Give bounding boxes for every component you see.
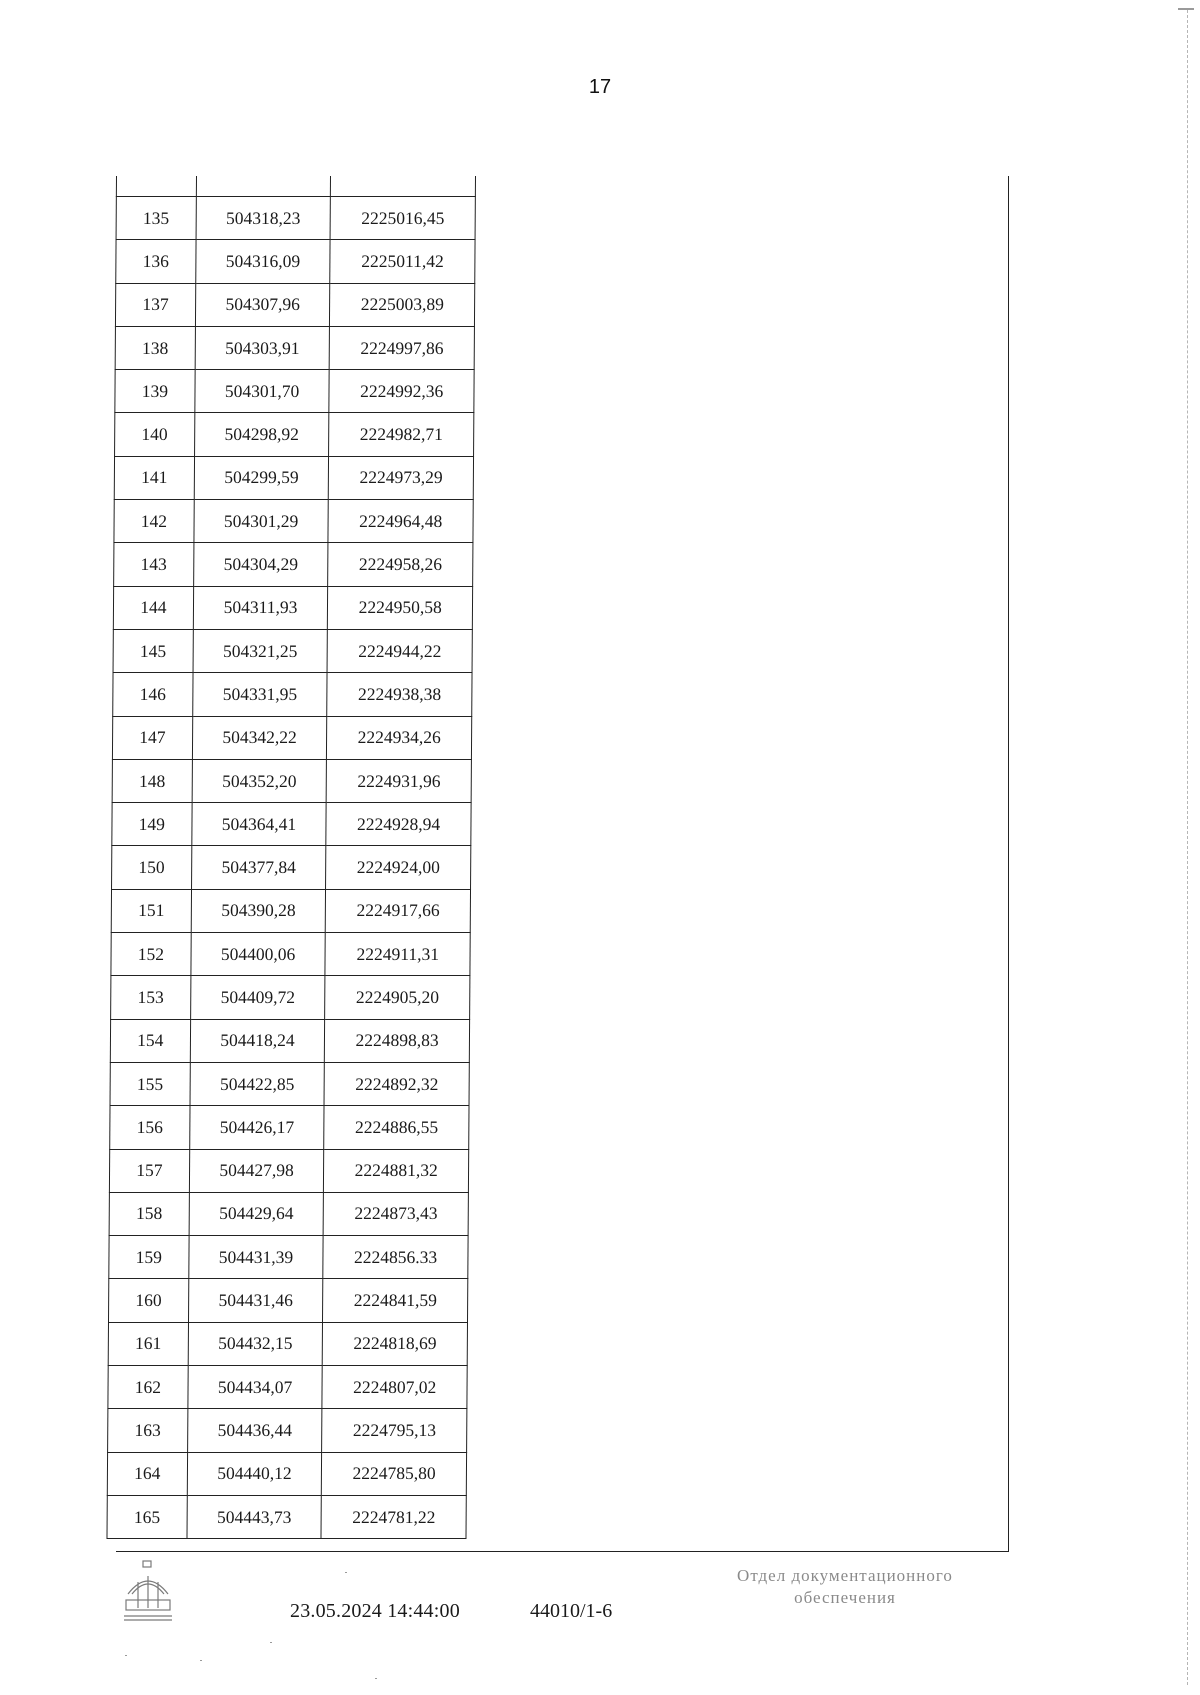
point-number-cell: 162 (108, 1366, 188, 1409)
table-continuation-row (116, 176, 475, 197)
point-number-cell: 163 (108, 1409, 188, 1452)
point-number-cell: 148 (112, 759, 192, 802)
scan-edge-line (1187, 10, 1188, 1685)
point-number-cell: 138 (115, 326, 195, 369)
y-coordinate-cell: 2224898,83 (325, 1019, 470, 1062)
table-row (112, 803, 471, 846)
table-row (111, 976, 470, 1019)
continuation-cell (331, 176, 476, 197)
x-coordinate-cell: 504432,15 (188, 1322, 323, 1365)
x-coordinate-cell: 504331,95 (192, 673, 327, 716)
table-row (109, 1236, 468, 1279)
table-row (108, 1279, 467, 1322)
table-row (112, 846, 471, 889)
table-row (114, 500, 473, 543)
y-coordinate-cell: 2224886,55 (324, 1106, 469, 1149)
x-coordinate-cell: 504298,92 (194, 413, 329, 456)
document-datetime: 23.05.2024 14:44:00 (290, 1600, 460, 1622)
point-number-cell: 141 (114, 456, 194, 499)
point-number-cell: 161 (108, 1322, 188, 1365)
x-coordinate-cell: 504409,72 (190, 976, 325, 1019)
point-number-cell: 153 (111, 976, 191, 1019)
point-number-cell: 157 (109, 1149, 189, 1192)
point-number-cell: 154 (110, 1019, 190, 1062)
y-coordinate-cell: 2224917,66 (326, 889, 471, 932)
table-row (109, 1192, 468, 1235)
point-number-cell: 135 (116, 197, 196, 240)
table-row (115, 283, 474, 326)
table-row (109, 1149, 468, 1192)
point-number-cell: 140 (115, 413, 195, 456)
point-number-cell: 136 (116, 240, 196, 283)
point-number-cell: 137 (115, 283, 195, 326)
x-coordinate-cell: 504431,39 (189, 1236, 324, 1279)
x-coordinate-cell: 504301,29 (194, 500, 329, 543)
page-number: 17 (588, 76, 612, 98)
table-row (112, 716, 471, 759)
y-coordinate-cell: 2224795,13 (322, 1409, 467, 1452)
point-number-cell: 142 (114, 500, 194, 543)
scan-speck (375, 1678, 377, 1679)
y-coordinate-cell: 2224856.33 (323, 1236, 468, 1279)
x-coordinate-cell: 504303,91 (195, 326, 330, 369)
y-coordinate-cell: 2224928,94 (326, 803, 471, 846)
table-row (108, 1409, 467, 1452)
x-coordinate-cell: 504311,93 (193, 586, 328, 629)
stamp-logo-icon (118, 1560, 178, 1624)
table-row (108, 1366, 467, 1409)
y-coordinate-cell: 2225011,42 (330, 240, 475, 283)
y-coordinate-cell: 2224973,29 (329, 456, 474, 499)
y-coordinate-cell: 2224905,20 (325, 976, 470, 1019)
coordinates-table-body (107, 176, 476, 1539)
table-row (114, 456, 473, 499)
point-number-cell: 147 (112, 716, 192, 759)
y-coordinate-cell: 2224944,22 (327, 629, 472, 672)
table-row (110, 1106, 469, 1149)
x-coordinate-cell: 504316,09 (196, 240, 331, 283)
x-coordinate-cell: 504304,29 (193, 543, 328, 586)
table-row (112, 759, 471, 802)
y-coordinate-cell: 2224818,69 (323, 1322, 468, 1365)
point-number-cell: 149 (112, 803, 192, 846)
table-row (114, 543, 473, 586)
table-row (115, 326, 474, 369)
point-number-cell: 159 (109, 1236, 189, 1279)
y-coordinate-cell: 2225016,45 (330, 197, 475, 240)
y-coordinate-cell: 2224997,86 (330, 326, 475, 369)
point-number-cell: 146 (113, 673, 193, 716)
department-stamp (700, 1565, 990, 1609)
y-coordinate-cell: 2224992,36 (329, 370, 474, 413)
scan-speck (125, 1655, 127, 1656)
point-number-cell: 155 (110, 1062, 190, 1105)
y-coordinate-cell: 2224781,22 (321, 1495, 466, 1538)
table-row (107, 1495, 466, 1538)
scan-speck (345, 1572, 347, 1573)
point-number-cell: 151 (111, 889, 191, 932)
table-row (111, 933, 470, 976)
scan-corner-mark (1178, 8, 1194, 10)
y-coordinate-cell: 2224924,00 (326, 846, 471, 889)
table-row (110, 1019, 469, 1062)
x-coordinate-cell: 504431,46 (188, 1279, 323, 1322)
y-coordinate-cell: 2224873,43 (323, 1192, 468, 1235)
x-coordinate-cell: 504436,44 (187, 1409, 322, 1452)
table-row (115, 370, 474, 413)
y-coordinate-cell: 2224934,26 (327, 716, 472, 759)
y-coordinate-cell: 2224881,32 (324, 1149, 469, 1192)
point-number-cell: 150 (112, 846, 192, 889)
point-number-cell: 152 (111, 933, 191, 976)
x-coordinate-cell: 504318,23 (196, 197, 331, 240)
y-coordinate-cell: 2224950,58 (328, 586, 473, 629)
x-coordinate-cell: 504299,59 (194, 456, 329, 499)
table-row (107, 1452, 466, 1495)
y-coordinate-cell: 2224911,31 (325, 933, 470, 976)
point-number-cell: 165 (107, 1495, 187, 1538)
table-row (115, 413, 474, 456)
point-number-cell: 144 (113, 586, 193, 629)
y-coordinate-cell: 2224938,38 (327, 673, 472, 716)
x-coordinate-cell: 504440,12 (187, 1452, 322, 1495)
table-row (113, 673, 472, 716)
y-coordinate-cell: 2224958,26 (328, 543, 473, 586)
y-coordinate-cell: 2224931,96 (327, 759, 472, 802)
table-row (113, 586, 472, 629)
y-coordinate-cell: 2224982,71 (329, 413, 474, 456)
y-coordinate-cell: 2224964,48 (328, 500, 473, 543)
table-row (113, 629, 472, 672)
department-stamp-line: Отдел документационного (737, 1566, 953, 1585)
table-row (110, 1062, 469, 1105)
x-coordinate-cell: 504377,84 (191, 846, 326, 889)
x-coordinate-cell: 504321,25 (193, 629, 328, 672)
x-coordinate-cell: 504434,07 (188, 1366, 323, 1409)
document-code: 44010/1-6 (530, 1600, 613, 1622)
x-coordinate-cell: 504307,96 (195, 283, 330, 326)
point-number-cell: 143 (114, 543, 194, 586)
x-coordinate-cell: 504390,28 (191, 889, 326, 932)
coordinates-table (106, 176, 476, 1539)
point-number-cell: 139 (115, 370, 195, 413)
x-coordinate-cell: 504364,41 (192, 803, 327, 846)
x-coordinate-cell: 504426,17 (189, 1106, 324, 1149)
table-row (116, 197, 475, 240)
point-number-cell: 156 (110, 1106, 190, 1149)
x-coordinate-cell: 504342,22 (192, 716, 327, 759)
x-coordinate-cell: 504418,24 (190, 1019, 325, 1062)
point-number-cell: 158 (109, 1192, 189, 1235)
point-number-cell: 160 (108, 1279, 188, 1322)
table-row (116, 240, 475, 283)
y-coordinate-cell: 2224785,80 (322, 1452, 467, 1495)
table-row (111, 889, 470, 932)
x-coordinate-cell: 504352,20 (192, 759, 327, 802)
department-stamp-line: обеспечения (794, 1588, 896, 1607)
table-row (108, 1322, 467, 1365)
point-number-cell: 145 (113, 629, 193, 672)
continuation-cell (116, 176, 196, 197)
y-coordinate-cell: 2224892,32 (324, 1062, 469, 1105)
scan-speck (200, 1660, 202, 1661)
x-coordinate-cell: 504427,98 (189, 1149, 324, 1192)
point-number-cell: 164 (107, 1452, 187, 1495)
x-coordinate-cell: 504301,70 (195, 370, 330, 413)
x-coordinate-cell: 504429,64 (189, 1192, 324, 1235)
y-coordinate-cell: 2225003,89 (330, 283, 475, 326)
continuation-cell (196, 176, 331, 197)
scan-speck (270, 1642, 272, 1643)
x-coordinate-cell: 504422,85 (190, 1062, 325, 1105)
y-coordinate-cell: 2224841,59 (323, 1279, 468, 1322)
x-coordinate-cell: 504443,73 (187, 1495, 322, 1538)
y-coordinate-cell: 2224807,02 (322, 1366, 467, 1409)
x-coordinate-cell: 504400,06 (191, 933, 326, 976)
